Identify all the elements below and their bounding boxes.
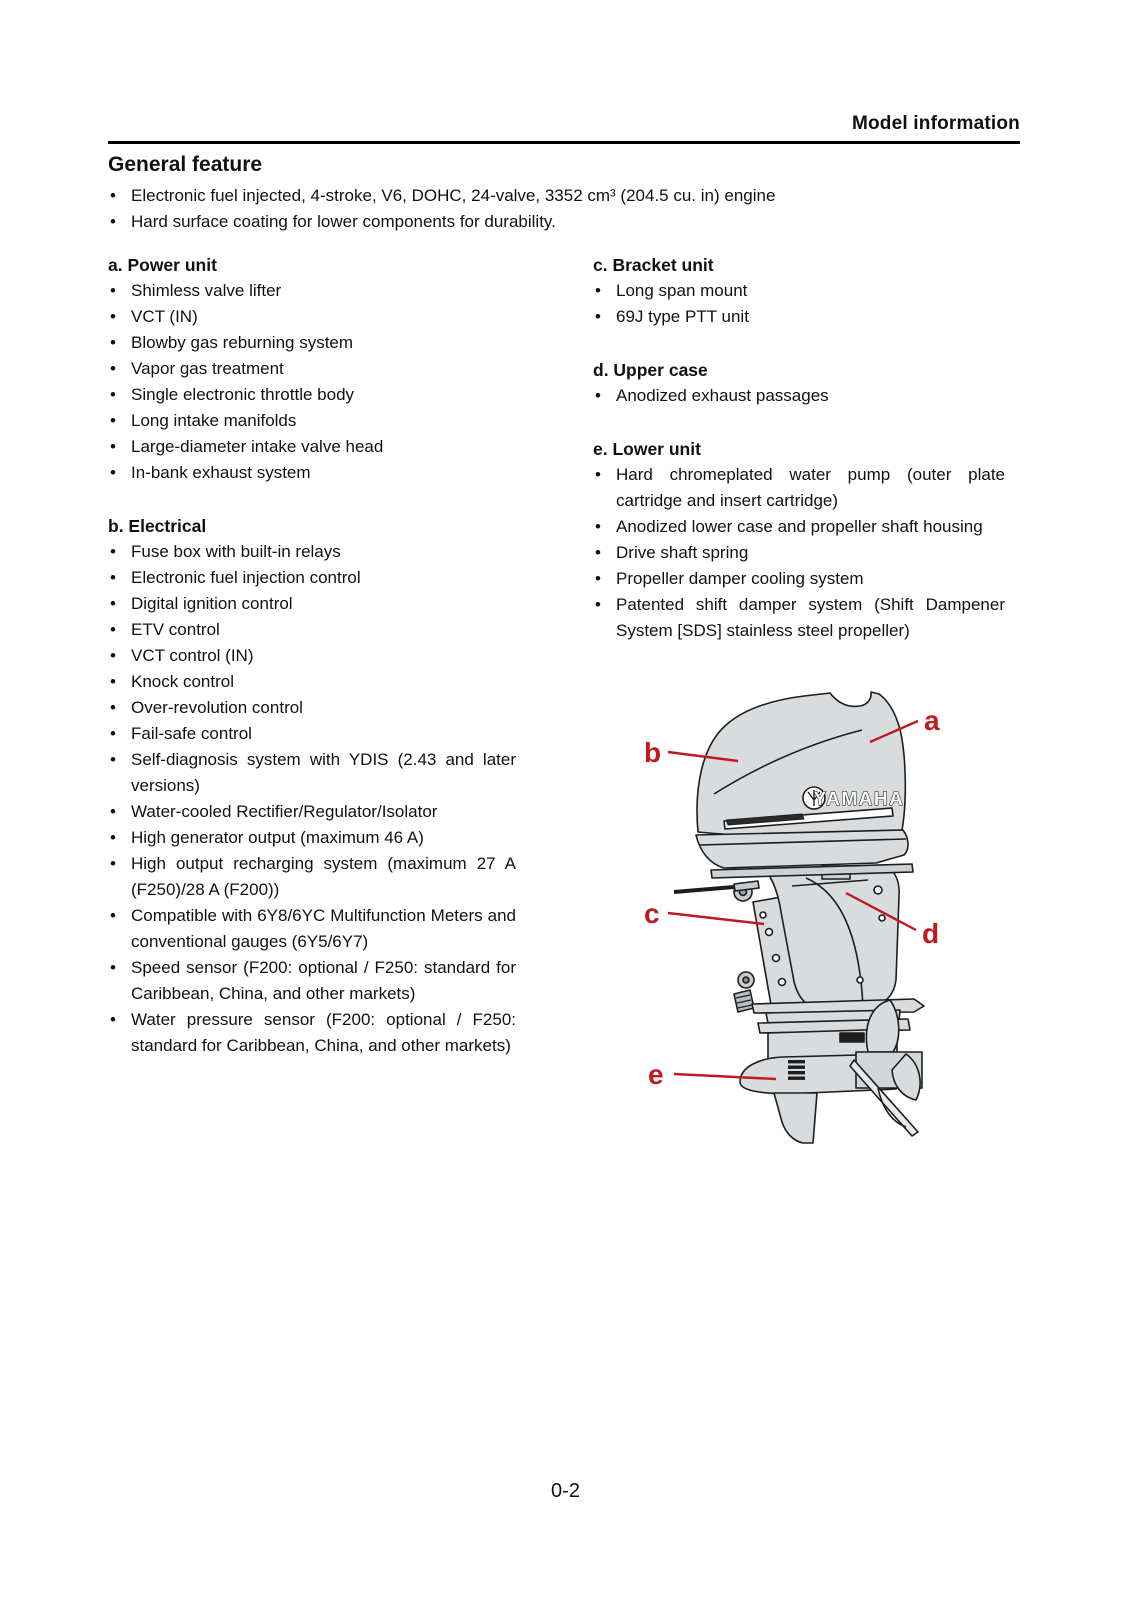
list-item <box>593 383 1005 409</box>
bullet-marker: • <box>595 543 601 562</box>
list-item <box>593 462 1005 514</box>
electrical-list <box>108 539 516 1059</box>
list-item-text: ETV control <box>131 620 220 639</box>
bullet-marker: • <box>110 437 116 456</box>
brand-logo-text: YAMAHA <box>813 789 905 810</box>
list-item-text: Fail-safe control <box>131 724 252 743</box>
list-item <box>108 183 928 209</box>
list-item-text: Knock control <box>131 672 234 691</box>
list-item-text: Compatible with 6Y8/6YC Multifunction Meters and conventional gauges (6Y5/6Y7) <box>131 906 516 951</box>
bullet-marker: • <box>595 386 601 405</box>
list-item-text: Blowby gas reburning system <box>131 333 354 352</box>
list-item <box>108 565 516 591</box>
section-heading-bracket-unit: c. Bracket unit <box>593 255 714 275</box>
list-item-text: Large-diameter intake valve head <box>131 437 384 456</box>
list-item <box>108 304 516 330</box>
section-heading-upper-case: d. Upper case <box>593 360 708 380</box>
list-item <box>108 903 516 955</box>
list-item-text: Speed sensor (F200: optional / F250: standard for Caribbean, China, and other markets) <box>131 958 516 1003</box>
page-header-title: Model information <box>851 113 1020 134</box>
section-power-unit <box>108 252 516 486</box>
section-heading-electrical: b. Electrical <box>108 516 207 536</box>
list-item <box>108 669 516 695</box>
list-item-text: In-bank exhaust system <box>131 463 311 482</box>
label-b: b <box>644 737 662 768</box>
list-item-text: Digital ignition control <box>131 594 293 613</box>
list-item <box>108 851 516 903</box>
list-item-text: Self-diagnosis system with YDIS (2.43 and later versions) <box>131 750 516 795</box>
bullet-marker: • <box>595 595 601 614</box>
label-e: e <box>648 1059 664 1090</box>
list-item <box>593 592 1005 644</box>
list-item <box>108 955 516 1007</box>
list-item <box>593 540 1005 566</box>
outboard-motor-diagram <box>616 680 1042 1158</box>
section-electrical <box>108 513 516 1059</box>
list-item-text: Water pressure sensor (F200: optional / F250: standard for Caribbean, China, and other markets) <box>131 1010 516 1055</box>
power-unit-list <box>108 278 516 486</box>
bullet-marker: • <box>110 281 116 300</box>
list-item <box>108 408 516 434</box>
list-item-text: Hard chromeplated water pump (outer plate cartridge and insert cartridge) <box>616 465 1005 510</box>
label-a: a <box>924 705 940 736</box>
bullet-marker: • <box>595 517 601 536</box>
list-item <box>108 356 516 382</box>
list-item <box>108 799 516 825</box>
bullet-marker: • <box>110 646 116 665</box>
list-item <box>108 825 516 851</box>
list-item-text: Electronic fuel injection control <box>131 568 361 587</box>
list-item-text: Anodized exhaust passages <box>616 386 829 405</box>
bullet-marker: • <box>110 620 116 639</box>
list-item <box>108 695 516 721</box>
list-item <box>108 721 516 747</box>
list-item <box>108 434 516 460</box>
list-item-text: Drive shaft spring <box>616 543 749 562</box>
section-bracket-unit <box>593 252 1005 330</box>
list-item-text: Electronic fuel injected, 4-stroke, V6, DOHC, 24-valve, 3352 cm³ (204.5 cu. in) engine <box>131 186 776 205</box>
bullet-marker: • <box>110 1010 116 1029</box>
bullet-marker: • <box>110 463 116 482</box>
bullet-marker: • <box>110 828 116 847</box>
bullet-marker: • <box>110 359 116 378</box>
bullet-marker: • <box>110 212 116 231</box>
list-item-text: Vapor gas treatment <box>131 359 284 378</box>
list-item <box>108 617 516 643</box>
bracket-unit-list <box>593 278 1005 330</box>
list-item-text: Long span mount <box>616 281 748 300</box>
list-item <box>108 209 928 235</box>
label-c: c <box>644 898 660 929</box>
right-column <box>593 252 1005 644</box>
bullet-marker: • <box>110 307 116 326</box>
bullet-marker: • <box>110 672 116 691</box>
bullet-marker: • <box>110 802 116 821</box>
label-d: d <box>922 918 940 949</box>
list-item-text: Shimless valve lifter <box>131 281 282 300</box>
list-item <box>108 591 516 617</box>
list-item <box>108 643 516 669</box>
list-item-text: Water-cooled Rectifier/Regulator/Isolator <box>131 802 438 821</box>
list-item-text: Over-revolution control <box>131 698 303 717</box>
intro-list <box>108 183 928 235</box>
bullet-marker: • <box>110 568 116 587</box>
list-item-text: High generator output (maximum 46 A) <box>131 828 424 847</box>
list-item-text: 69J type PTT unit <box>616 307 749 326</box>
list-item-text: Propeller damper cooling system <box>616 569 864 588</box>
list-item-text: Fuse box with built-in relays <box>131 542 341 561</box>
bullet-marker: • <box>110 750 116 769</box>
list-item <box>593 566 1005 592</box>
list-item-text: Single electronic throttle body <box>131 385 355 404</box>
bullet-marker: • <box>110 958 116 977</box>
left-column <box>108 252 516 1059</box>
list-item <box>108 330 516 356</box>
bullet-marker: • <box>595 307 601 326</box>
list-item-text: Patented shift damper system (Shift Dampener System [SDS] stainless steel propeller) <box>616 595 1005 640</box>
bullet-marker: • <box>110 698 116 717</box>
bullet-marker: • <box>110 542 116 561</box>
bullet-marker: • <box>595 281 601 300</box>
section-lower-unit <box>593 436 1005 644</box>
upper-case-list <box>593 383 1005 409</box>
list-item <box>108 539 516 565</box>
page-number: 0-2 <box>551 1480 580 1502</box>
list-item-text: VCT (IN) <box>131 307 198 326</box>
list-item-text: Anodized lower case and propeller shaft housing <box>616 517 983 536</box>
header-rule <box>108 141 1020 144</box>
bullet-marker: • <box>110 385 116 404</box>
list-item-text: Hard surface coating for lower components for durability. <box>131 212 556 231</box>
bullet-marker: • <box>595 465 601 484</box>
list-item-text: VCT control (IN) <box>131 646 254 665</box>
bullet-marker: • <box>110 594 116 613</box>
section-heading-power-unit: a. Power unit <box>108 255 217 275</box>
list-item-text: High output recharging system (maximum 27 A (F250)/28 A (F200)) <box>131 854 516 899</box>
list-item <box>108 1007 516 1059</box>
list-item <box>593 278 1005 304</box>
list-item-text: Long intake manifolds <box>131 411 297 430</box>
label-c-leader <box>668 913 764 924</box>
list-item <box>108 747 516 799</box>
bullet-marker: • <box>110 906 116 925</box>
section-upper-case <box>593 357 1005 409</box>
list-item <box>593 304 1005 330</box>
lower-unit-list <box>593 462 1005 644</box>
bullet-marker: • <box>110 411 116 430</box>
page-title: General feature <box>108 153 263 176</box>
bullet-marker: • <box>110 186 116 205</box>
bullet-marker: • <box>110 724 116 743</box>
bullet-marker: • <box>595 569 601 588</box>
section-heading-lower-unit: e. Lower unit <box>593 439 701 459</box>
list-item <box>108 278 516 304</box>
list-item <box>108 382 516 408</box>
bottom-cowl-shape <box>696 830 913 878</box>
bullet-marker: • <box>110 854 116 873</box>
list-item <box>593 514 1005 540</box>
list-item <box>108 460 516 486</box>
bullet-marker: • <box>110 333 116 352</box>
general-feature-section <box>108 152 928 235</box>
top-cowling-shape <box>697 692 905 836</box>
